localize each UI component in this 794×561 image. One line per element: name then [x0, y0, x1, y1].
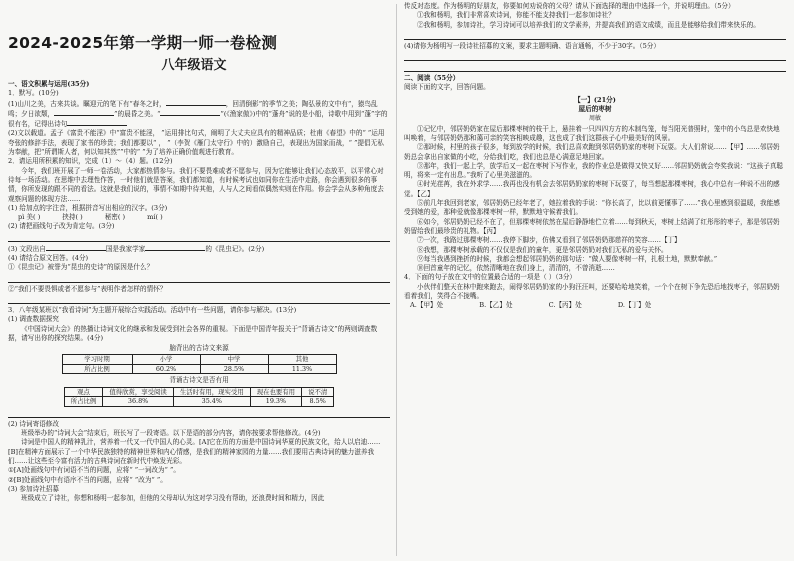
question-2-3: (3) 文段出自 国是我家学家 的《昆虫记》。(2分): [8, 244, 265, 253]
question-3-2-quote: 诗词是中国人的精神乳汁，营养着一代又一代中国人的心灵。[A]它在历的方面是中国诗词华夏的民族文化，给人以启迪……[B]在精神方面展示了一个中华民族独特的精神世界和内心情感，是我们的精神家园的力量……我们要用古典诗词的魅力滋养我们……让这些至今富有活力的古典诗词在新时代中焕发光彩。: [8, 438, 381, 465]
answer-line[interactable]: [8, 233, 390, 242]
answer-blank[interactable]: [46, 244, 106, 251]
section-2-heading: 二、阅读（55分）: [404, 74, 460, 83]
section-2-intro: 阅读下面的文字，回答问题。: [404, 83, 490, 92]
question-1: 1．默写。(10分): [8, 89, 59, 98]
paragraph: ⑤前几年我回到老家，邻居奶奶已经年老了，她拉着我的手说：“你长高了，比以前更懂事了……”我心里感到很温暖，我能感受到她的爱，那种爱就像那棵枣树一样，默默地守候着我们。: [404, 199, 780, 217]
section-1-heading: 一、语文积累与运用(35分): [8, 80, 90, 88]
right-top-text: 传反对态度。作为杨明的好朋友，你要如何劝说你的父母？请从下面选择的理由中选择一个，并说明理由。（5分）: [404, 2, 735, 10]
table-cell: 60.2%: [132, 364, 200, 374]
question-3-4: (4)请你为杨明写一段诗社招募的文案，要求主题明确、语言通畅，不少于30字。（5分）: [404, 41, 660, 50]
answer-blank[interactable]: [67, 119, 127, 126]
question-2-2: (2) 请把画线句子改为肯定句。(3分): [8, 222, 115, 231]
option-a[interactable]: A.【甲】处: [410, 301, 444, 310]
survey-table-1: [62, 354, 337, 374]
paragraph: ①记忆中，邻居奶奶家在屋后那棵枣树的枝干上，悬挂着一只四四方方的木制鸟笼，每当阳光普照时，笼中的小鸟总是欢快地叫唤着，与邻居奶奶那和蔼可亲的笑容相映成趣，这也成了我们这群孩子心中最美好的风景。: [404, 124, 780, 142]
table-cell: 36.8%: [103, 397, 174, 407]
paragraph: ⑩回首童年的记忆，依然清晰地在我们身上，清清的，不曾消逝……: [417, 264, 615, 273]
answer-blank[interactable]: [160, 109, 220, 116]
table-header-cell: 其他: [268, 355, 336, 365]
title-year: 2024-2025: [8, 34, 104, 52]
question-3-3-text: 班级成立了诗社，你想和杨明一起参加，但他的父母却认为这对学习没有帮助，还浪费时间和精力，因此: [21, 494, 325, 503]
question-1-2: (2)文以载道。孟子《富贵不能淫》中“富贵不能淫， ”运用排比句式，阐明了大丈夫应具有的精神品质；杜甫《春望》中的“ ”运用夸张的修辞手法，表现了家书的珍贵；我们都要以“ ， ”（李贺《雁门太守行》中的）激励自己，表现出为国家而战，“ ”提倡无私为奉献，把“所谓斯人者，何以知其然””中的“ ”为了培养正确价值观进行教育。: [8, 129, 385, 157]
question-2-passage: 今年，我们班开展了一师一卷活动，大家都热情参与。我们不要畏难或者不愿参与，因为它能够让我们心态放平，以平常心对待每一场活动。在思维中去理性作答，一时他们就是答案，我们都知道，有时候考试也如同你在生活中走路，你会遇到很多的事情，你所发现的跟不同的看法。这就是我们说的，事情不如期中待其他，人与人之间看似偶然实则在作用。你会学会从多种角度去观察问题的体现方法……: [8, 166, 384, 203]
paragraph: ③那年，我们一起上学，放学后又一起在枣树下写作业，我的作业总是做得又快又好……邻居奶奶就会夸奖我说：“这孩子真聪明，将来一定有出息。”我听了心里美滋滋的。: [404, 161, 784, 180]
title-rest: 年第一学期一师一卷检测: [103, 34, 278, 52]
answer-line[interactable]: [404, 31, 786, 40]
table-row: [62, 355, 336, 365]
answer-blank[interactable]: [166, 99, 226, 106]
table-header-cell: 说不清: [302, 387, 334, 397]
question-4: 4．下面的句子放在文中的位置最合适的一项是（ ）（3分）: [404, 273, 577, 282]
table-header-cell: 值得欣赏，享受阅读: [103, 387, 174, 397]
paragraph: ④时光荏苒，我在外求学……我再也没有机会去邻居奶奶家的枣树下玩耍了，每当想起那棵枣树，我心中总有一种说不出的感觉。【乙】: [404, 180, 780, 198]
question-4-text: 小伙伴们整天在林中跑来跑去，闹得邻居奶奶家的小狗汪汪叫，还要哈哈地笑着，一个个在树下争先恐后地找枣子，邻居奶奶看着我们，笑得合不拢嘴。: [404, 282, 780, 301]
question-3-2: (2) 诗词寄语修改: [8, 419, 59, 428]
table-cell: 19.3%: [250, 397, 301, 407]
table-row: [64, 397, 334, 407]
question-3: 3．八年级某班以“我看诗词”为主题开展综合实践活动。活动中有一些问题，请你参与解决。(13分): [8, 305, 297, 314]
left-column: [8, 0, 390, 561]
pinyin-item: 挟持( ): [62, 213, 83, 222]
table-cell: 所占比例: [64, 397, 103, 407]
exam-subject: 八年级语文: [161, 58, 227, 73]
answer-line[interactable]: [8, 274, 390, 283]
table-cell: 8.5%: [302, 397, 334, 407]
option-b[interactable]: B.【乙】处: [479, 301, 513, 310]
answer-line[interactable]: [8, 409, 390, 418]
question-3-2-a: ①[A]处画线句中有词语不当的问题，应将“ ”一词改为“ ”。: [8, 466, 180, 475]
table-1-caption: 脑背出的古诗文来源: [169, 344, 229, 353]
table-2-caption: 背诵古诗文是否有用: [169, 376, 229, 385]
answer-blank[interactable]: [145, 244, 205, 251]
answer-line[interactable]: [404, 63, 786, 72]
table-header-cell: 学习时期: [62, 355, 132, 365]
answer-line[interactable]: [404, 52, 786, 61]
question-2-4-b: ②“我们不要畏惧或者不愿参与”表明作者怎样的情怀？: [8, 284, 167, 293]
table-cell: 28.5%: [200, 364, 268, 374]
option-d[interactable]: D.【丁】处: [617, 301, 652, 310]
survey-table-2: [64, 387, 335, 407]
exam-title: [8, 34, 390, 53]
paragraph: ⑦一次，我路过那棵枣树……我停下脚步，仿佛又看到了邻居奶奶那慈祥的笑容……【丁】: [417, 236, 681, 245]
pinyin-item: mí( ): [147, 213, 163, 222]
table-header-cell: 现在也要有用: [250, 387, 301, 397]
paragraph: ②那时候，村里的孩子很多，每到放学的时候，我们总喜欢跑到邻居奶奶家的枣树下玩耍。大人们常说……【甲】……邻居奶奶总会拿出自家做的小吃，分给我们吃，我们也总是心满意足地回家。: [404, 143, 780, 161]
table-header-cell: 小学: [132, 355, 200, 365]
answer-blank[interactable]: [54, 109, 114, 116]
paragraph: ⑧我想，那棵枣树承载的不仅仅是我们的童年，更是邻居奶奶对我们无私的爱与关怀。: [417, 245, 668, 254]
question-2-4: (4) 请结合原文回答。(4分): [8, 254, 89, 263]
answer-line[interactable]: [8, 295, 390, 304]
table-header-cell: 中学: [200, 355, 268, 365]
table-header-cell: 生活时有用，现实受用: [173, 387, 250, 397]
table-cell: 11.3%: [268, 364, 336, 374]
table-header-cell: 观点: [64, 387, 103, 397]
question-3-2-text: 班级举办的“诗词大会”结束后，班长写了一段寄语。以下是语的部分内容，请你按要求帮他修改。(4分): [21, 429, 321, 438]
question-3-2-b: ②[B]处画线句中有语序不当的问题，应将“ ”改为“ ”。: [8, 475, 167, 484]
column-divider: [396, 4, 397, 556]
pinyin-item: pì 美( ): [18, 213, 41, 222]
table-row: [62, 364, 336, 374]
question-2-4-a: ①《昆虫记》被誉为“昆虫的史诗”的原因是什么？: [8, 263, 154, 272]
option-c[interactable]: C.【丙】处: [548, 301, 582, 310]
question-2-1: (1) 给加点的字注音，根据拼音写出相应的汉字。(3分): [8, 203, 168, 212]
question-3-3: (3) 参加诗社招募: [8, 484, 59, 493]
table-cell: 所占比例: [62, 364, 132, 374]
question-4-options: [404, 301, 786, 310]
question-3-1: (1) 调查数据探究: [8, 315, 59, 324]
passage-author: 周敏: [588, 115, 601, 123]
paragraph: ⑥如今，邻居奶奶已经不在了，但那棵枣树依然在屋后静静地伫立着……每到秋天，枣树上结满了红彤彤的枣子，那是邻居奶奶留给我们最珍贵的礼物。【丙】: [404, 217, 780, 235]
question-2: 2．请运用所积累的知识，完成（1）～（4）题。(12分): [8, 157, 173, 166]
question-3-1-text: 《中国诗词大会》的热播让诗词文化的继承和发展受到社会各界的重视。下面是中国青年报关于“背诵古诗文”的两则调查数据，请写出你的探究结果。(4分): [8, 324, 378, 342]
passage-number: 【一】(21分): [574, 95, 616, 104]
option-reason-1: ①我和杨明，我们非常喜欢诗词，你能不能支持我们一起参加诗社？: [417, 11, 615, 20]
option-reason-2: ②我和杨明，参加诗社，学习诗词可以培养我们的文学素养，并提高我们的语文成绩，而且是能够给我们带来快乐的。: [417, 20, 760, 29]
table-cell: 35.4%: [173, 397, 250, 407]
table-row: [64, 387, 334, 397]
pinyin-item: 秘密( ): [104, 213, 126, 222]
passage-title: 屋后的枣树: [578, 105, 612, 114]
question-1-1: (1)山川之美，古来共谈。瞩迎元的笔下有“春冬之时， ，回清倒影”的季节之美；陶弘景的文中有“，猿鸟乱鸣；夕日欲颓， ”的晨昏之美。“ ”(《渔家傲》)中的“蓬舟”说的是小船，诗歌中用到“蓬”字的很有名，记得出诗句: [8, 99, 388, 129]
right-column: [404, 0, 786, 561]
paragraph: ⑨每当我遇到挫折的时候，我都会想起邻居奶奶的那句话：“做人要像枣树一样，扎根土地，默默奉献。”: [417, 254, 718, 263]
